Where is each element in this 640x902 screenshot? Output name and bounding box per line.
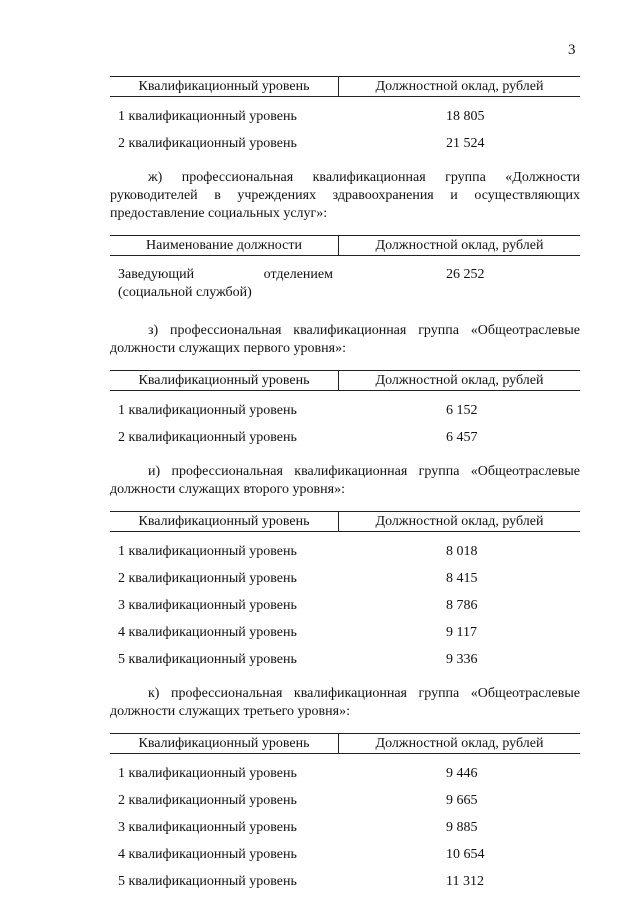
table-row bbox=[110, 538, 580, 565]
row-label: 4 квалификационный уровень bbox=[118, 847, 297, 862]
row-label: 2 квалификационный уровень bbox=[118, 571, 297, 586]
table-row bbox=[110, 841, 580, 868]
row-label: 5 квалификационный уровень bbox=[118, 652, 297, 667]
page-number: 3 bbox=[568, 42, 576, 58]
table-row bbox=[110, 646, 580, 673]
row-label: 2 квалификационный уровень bbox=[118, 136, 297, 151]
header-col-salary: Должностной оклад, рублей bbox=[375, 373, 544, 388]
row-label: 1 квалификационный уровень bbox=[118, 544, 297, 559]
header-col-level: Квалификационный уровень bbox=[110, 371, 339, 390]
table-row bbox=[110, 103, 580, 130]
row-label: 4 квалификационный уровень bbox=[118, 625, 297, 640]
table-row bbox=[110, 592, 580, 619]
row-label: 1 квалификационный уровень bbox=[118, 109, 297, 124]
row-label: 1 квалификационный уровень bbox=[118, 403, 297, 418]
row-salary: 8 786 bbox=[446, 598, 478, 613]
table-header bbox=[110, 370, 580, 391]
row-salary: 8 415 bbox=[446, 571, 478, 586]
table-row bbox=[110, 397, 580, 424]
table-header bbox=[110, 235, 580, 256]
salary-table bbox=[110, 733, 580, 895]
row-salary: 9 336 bbox=[446, 652, 478, 667]
table-row bbox=[110, 424, 580, 451]
row-label: 5 квалификационный уровень bbox=[118, 874, 297, 889]
table-row bbox=[110, 130, 580, 157]
row-label: 1 квалификационный уровень bbox=[118, 766, 297, 781]
row-salary: 6 457 bbox=[446, 430, 478, 445]
section-intro-paragraph: з) профессиональная квалификационная группа «Общеотраслевые должности служащих первого уровня»: bbox=[110, 323, 580, 356]
table-row bbox=[110, 787, 580, 814]
row-salary: 6 152 bbox=[446, 403, 478, 418]
table-header bbox=[110, 733, 580, 754]
row-label: Заведующий отделением (социальной службой) bbox=[118, 267, 333, 300]
table-row bbox=[110, 565, 580, 592]
table-row bbox=[110, 760, 580, 787]
row-salary: 9 117 bbox=[446, 625, 477, 640]
row-salary: 9 665 bbox=[446, 793, 478, 808]
table-row bbox=[110, 868, 580, 895]
section-intro-paragraph: к) профессиональная квалификационная группа «Общеотраслевые должности служащих третьего уровня»: bbox=[110, 686, 580, 719]
salary-table bbox=[110, 370, 580, 451]
row-salary: 18 805 bbox=[446, 109, 485, 124]
header-col-level: Квалификационный уровень bbox=[110, 734, 339, 753]
row-label: 2 квалификационный уровень bbox=[118, 793, 297, 808]
table-header bbox=[110, 76, 580, 97]
table-header bbox=[110, 511, 580, 532]
header-col-salary: Должностной оклад, рублей bbox=[375, 514, 544, 529]
row-label: 3 квалификационный уровень bbox=[118, 820, 297, 835]
header-col-level: Квалификационный уровень bbox=[110, 77, 339, 96]
section-intro-paragraph: и) профессиональная квалификационная группа «Общеотраслевые должности служащих второго уровня»: bbox=[110, 464, 580, 497]
salary-table bbox=[110, 76, 580, 157]
row-salary: 10 654 bbox=[446, 847, 485, 862]
header-col-salary: Должностной оклад, рублей bbox=[375, 736, 544, 751]
table-row bbox=[110, 619, 580, 646]
header-col-level: Наименование должности bbox=[110, 236, 339, 255]
header-col-level: Квалификационный уровень bbox=[110, 512, 339, 531]
salary-table bbox=[110, 235, 580, 310]
row-salary: 9 446 bbox=[446, 766, 478, 781]
document-body bbox=[110, 76, 580, 895]
section-intro-paragraph: ж) профессиональная квалификационная группа «Должности руководителей в учреждениях здравоохранения и осуществляющих предоставление социальных услуг»: bbox=[110, 170, 580, 221]
table-row bbox=[110, 262, 580, 310]
salary-table bbox=[110, 511, 580, 673]
row-salary: 11 312 bbox=[446, 874, 484, 889]
row-label: 3 квалификационный уровень bbox=[118, 598, 297, 613]
row-label: 2 квалификационный уровень bbox=[118, 430, 297, 445]
row-salary: 26 252 bbox=[446, 267, 485, 282]
row-salary: 9 885 bbox=[446, 820, 478, 835]
table-row bbox=[110, 814, 580, 841]
row-salary: 21 524 bbox=[446, 136, 485, 151]
header-col-salary: Должностной оклад, рублей bbox=[375, 79, 544, 94]
row-salary: 8 018 bbox=[446, 544, 478, 559]
header-col-salary: Должностной оклад, рублей bbox=[375, 238, 544, 253]
